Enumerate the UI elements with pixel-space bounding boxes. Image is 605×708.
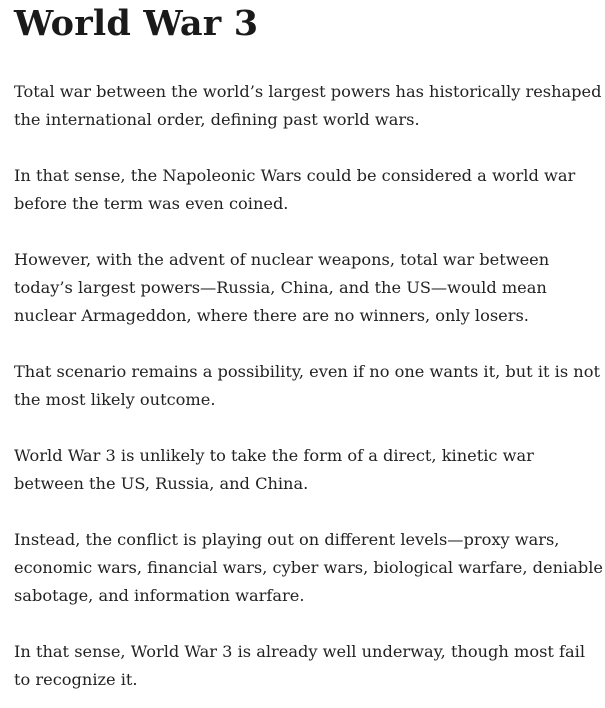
article-paragraph-4: That scenario remains a possibility, even if no one wants it, but it is not the most likely outcome. [14, 362, 600, 409]
article-paragraph-5: World War 3 is unlikely to take the form of a direct, kinetic war between the US, Russia, and China. [14, 446, 534, 493]
article-paragraph-6: Instead, the conflict is playing out on different levels—proxy wars, economic wars, financial wars, cyber wars, biological warfare, deniable sabotage, and information warfare. [14, 530, 603, 605]
article-paragraph-1: Total war between the world’s largest powers has historically reshaped the international order, defining past world wars. [14, 82, 602, 129]
article-title: World War 3 [14, 3, 259, 44]
article [14, 0, 605, 694]
article-paragraph-7: In that sense, World War 3 is already well underway, though most fail to recognize it. [14, 642, 586, 689]
article-paragraph-3: However, with the advent of nuclear weapons, total war between today’s largest powers—Russia, China, and the US—would mean nuclear Armageddon, where there are no winners, only losers. [14, 250, 550, 325]
article-paragraph-2: In that sense, the Napoleonic Wars could be considered a world war before the term was even coined. [14, 166, 576, 213]
